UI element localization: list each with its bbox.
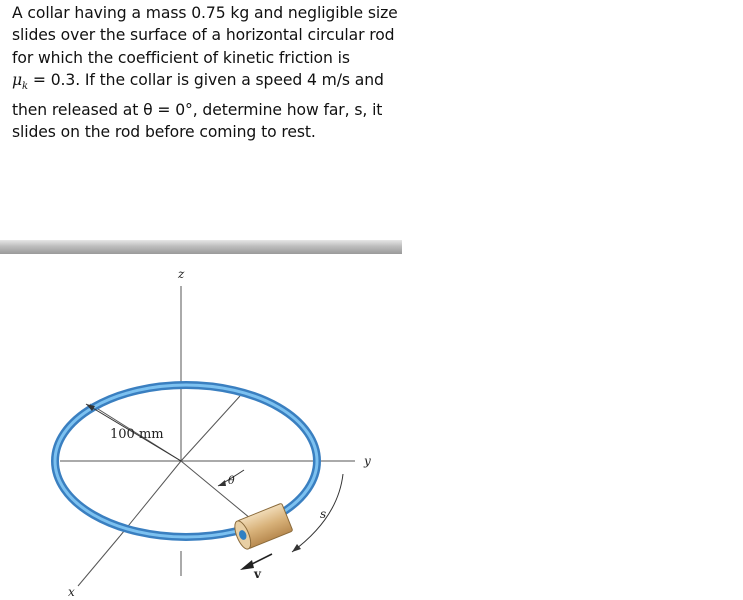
arc-s-arrowhead — [292, 544, 301, 552]
theta-label: θ — [228, 474, 235, 487]
z-axis-label: z — [178, 267, 185, 281]
problem-statement — [12, 2, 404, 144]
mu-symbol: μ — [12, 71, 23, 90]
problem-line-2: slides over the surface of a horizontal circular rod — [12, 26, 395, 45]
theta-arrowhead — [218, 480, 226, 486]
radius-label: 100 mm — [110, 427, 164, 442]
velocity-arrowhead — [240, 560, 254, 570]
y-axis-label: y — [364, 454, 371, 468]
problem-line-4-text: = 0.3. If the collar is given a speed 4 m/s and — [28, 71, 384, 90]
problem-line-3: for which the coefficient of kinetic friction is — [12, 48, 350, 67]
collar-rod-figure — [0, 256, 420, 600]
velocity-label: v — [254, 567, 261, 581]
problem-line-6: slides on the rod before coming to rest. — [12, 123, 316, 142]
divider-bar — [0, 240, 402, 254]
x-axis-label: x — [68, 585, 75, 599]
arc-s-label: s — [320, 507, 327, 521]
mu-subscript: k — [22, 81, 29, 93]
diagonal-line-upper — [181, 396, 240, 461]
diagonal-line-lower — [120, 461, 181, 536]
problem-line-1: A collar having a mass 0.75 kg and negligible size — [12, 4, 398, 22]
problem-line-5: then released at θ = 0°, determine how far, s, it — [12, 100, 383, 119]
x-axis-line — [78, 536, 120, 586]
problem-line-4 — [12, 69, 404, 99]
arc-s-path — [292, 474, 343, 552]
